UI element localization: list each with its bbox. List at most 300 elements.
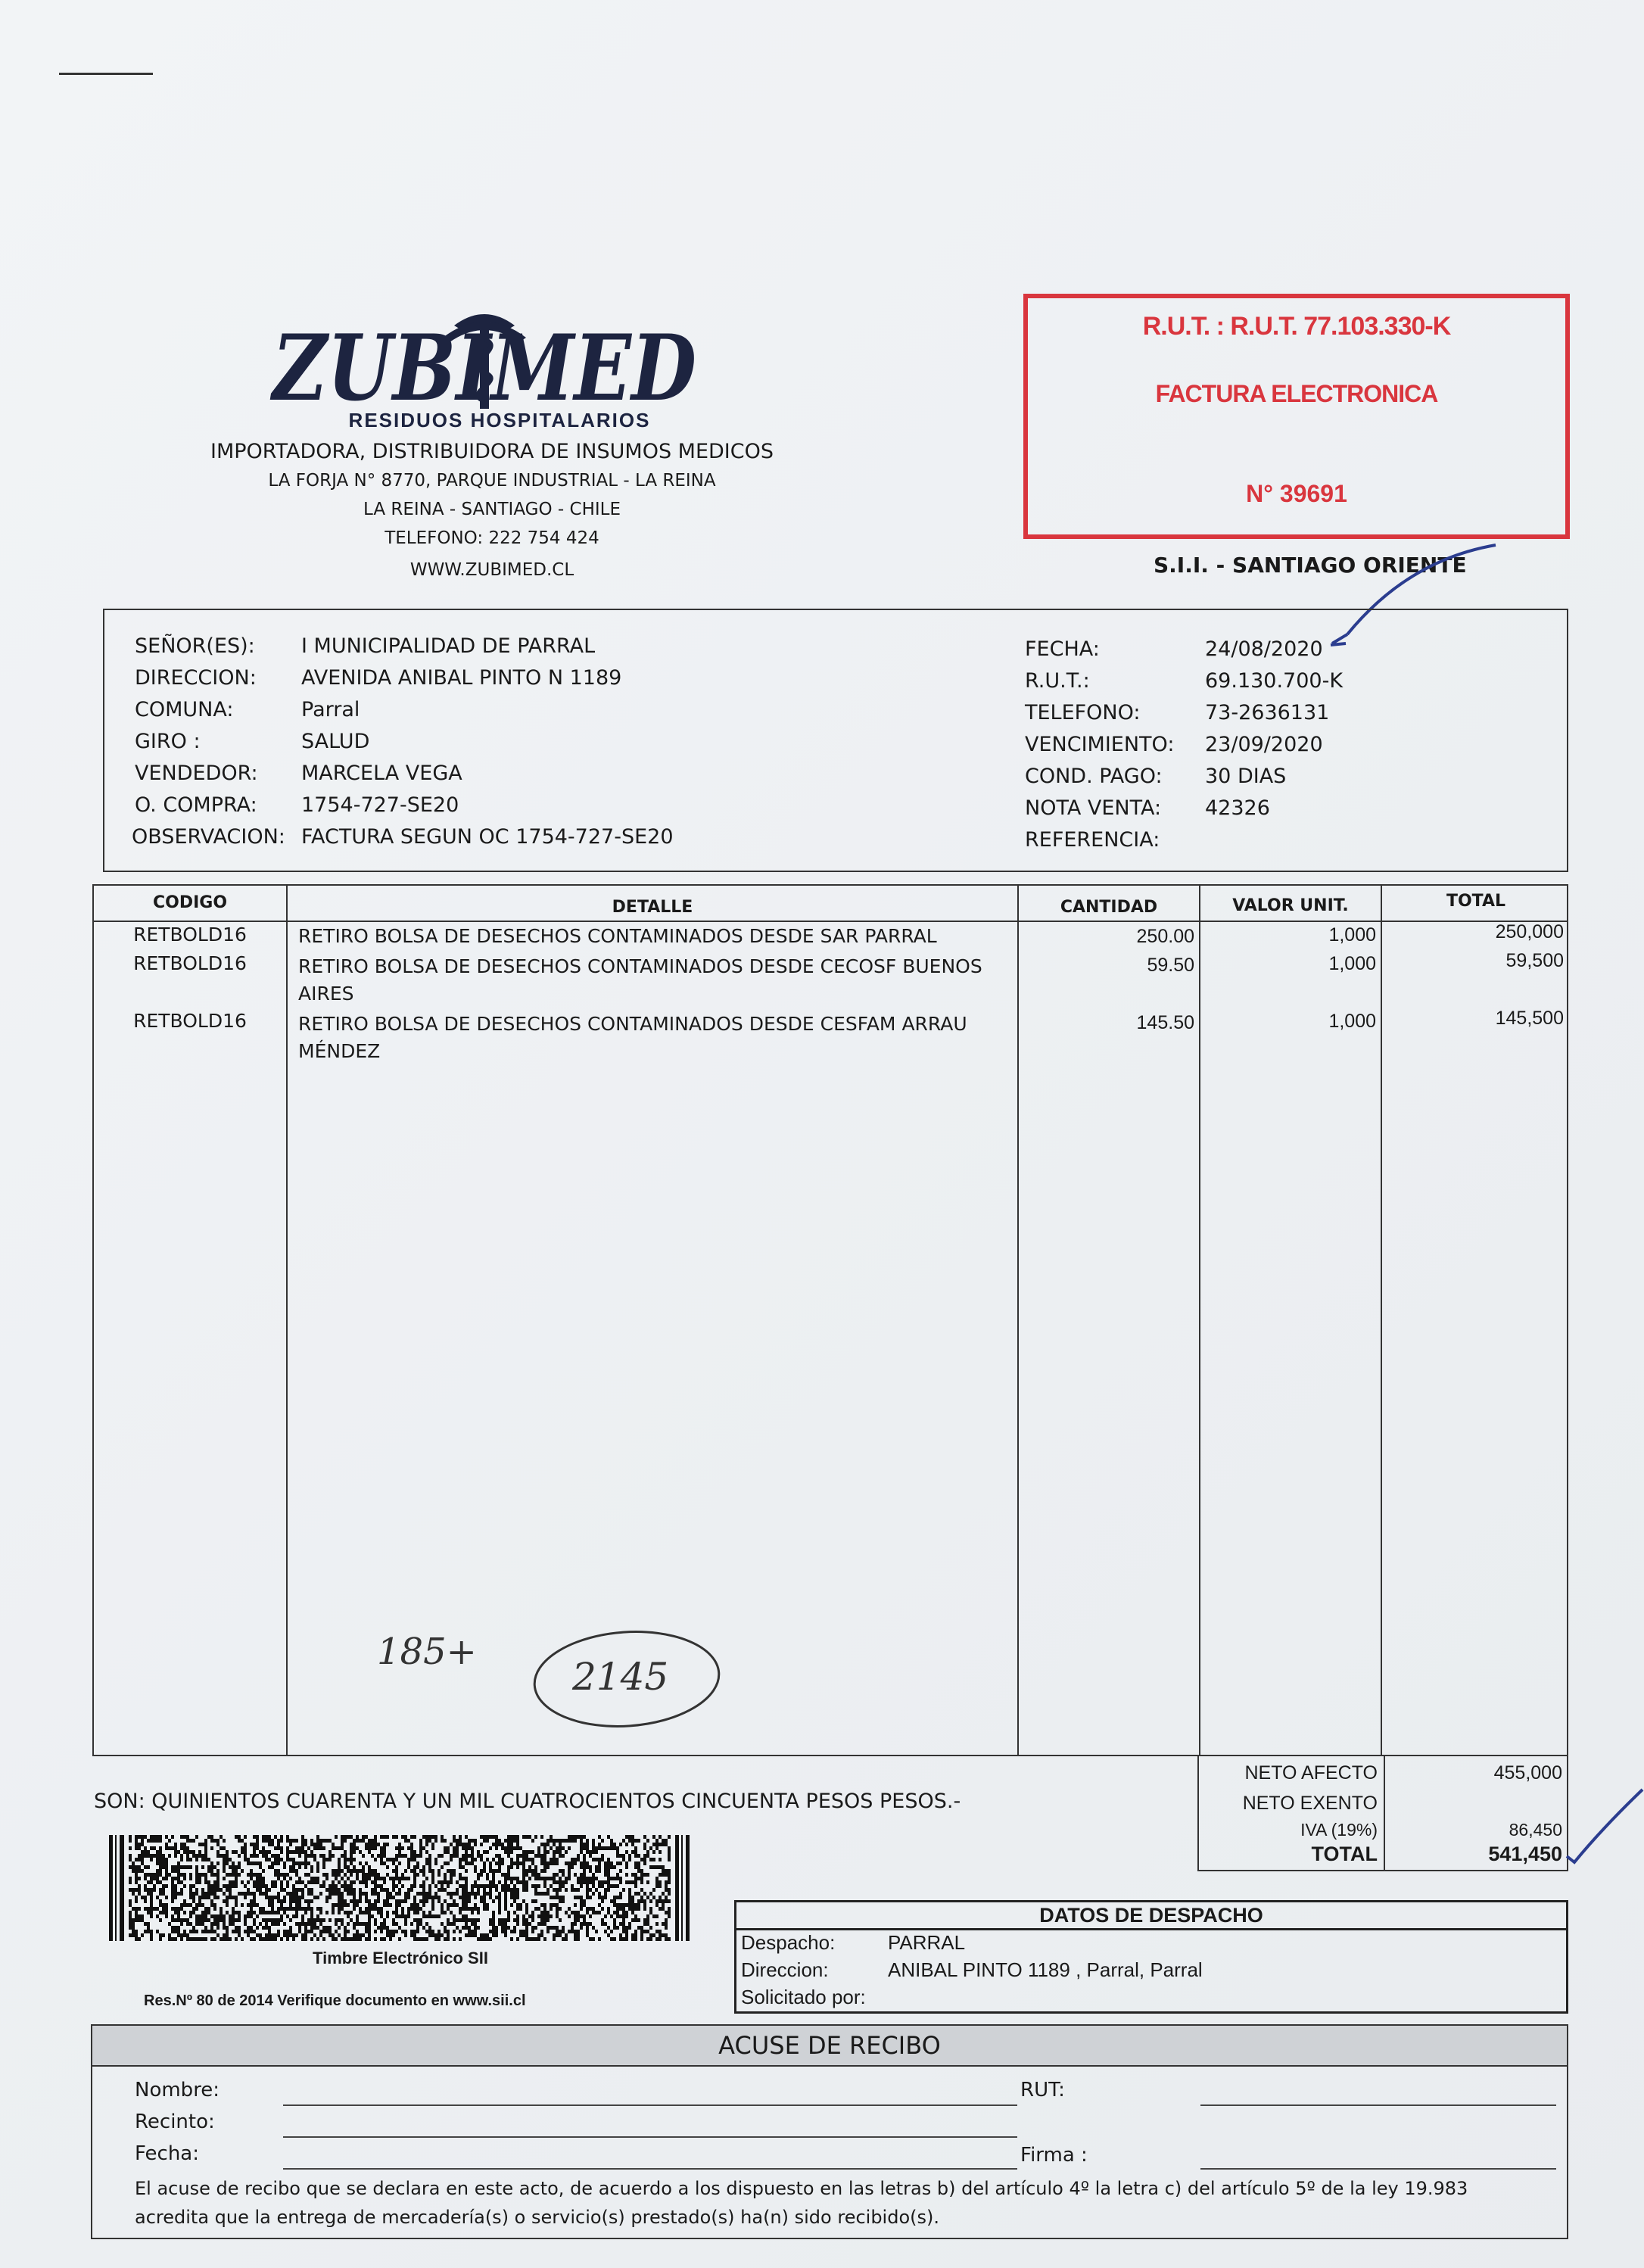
barcode-module <box>598 1884 601 1888</box>
barcode-module <box>359 1880 362 1884</box>
barcode-module <box>640 1937 643 1941</box>
barcode-module <box>516 1918 519 1922</box>
barcode-module <box>183 1918 186 1922</box>
barcode-module <box>177 1861 180 1865</box>
barcode-module <box>216 1914 220 1918</box>
barcode-module <box>201 1918 204 1922</box>
barcode-module <box>404 1899 407 1903</box>
barcode-module <box>365 1907 368 1911</box>
barcode-module <box>498 1918 501 1922</box>
barcode-module <box>462 1888 465 1892</box>
barcode-module <box>153 1907 156 1911</box>
barcode-module <box>565 1937 568 1941</box>
barcode-module <box>441 1888 444 1892</box>
barcode-module <box>226 1896 229 1899</box>
barcode-module <box>437 1933 441 1937</box>
barcode-module <box>631 1873 634 1877</box>
barcode-module <box>589 1869 592 1873</box>
barcode-module <box>622 1907 625 1911</box>
barcode-module <box>129 1918 132 1922</box>
barcode-module <box>226 1903 229 1907</box>
barcode-module <box>625 1930 628 1933</box>
barcode-module <box>150 1835 153 1839</box>
nombre-line[interactable] <box>283 2104 1017 2106</box>
fecha-line[interactable] <box>283 2168 1017 2170</box>
barcode-module <box>286 1892 289 1896</box>
barcode-module <box>522 1861 525 1865</box>
barcode-module <box>546 1914 550 1918</box>
scan-mark <box>59 73 153 75</box>
barcode-module <box>622 1926 625 1930</box>
barcode-module <box>398 1843 401 1846</box>
barcode-module <box>304 1843 307 1846</box>
barcode-module <box>416 1907 419 1911</box>
firma-line[interactable] <box>1200 2168 1556 2170</box>
barcode-module <box>232 1869 235 1873</box>
barcode-module <box>543 1937 546 1941</box>
barcode-module <box>132 1922 135 1926</box>
barcode-module <box>559 1843 562 1846</box>
barcode-module <box>292 1884 295 1888</box>
barcode-module <box>341 1896 344 1899</box>
barcode-module <box>531 1869 534 1873</box>
barcode-module <box>347 1835 350 1839</box>
barcode-module <box>462 1914 465 1918</box>
barcode-module <box>434 1933 437 1937</box>
barcode-module <box>192 1907 195 1911</box>
barcode-module <box>344 1854 347 1858</box>
barcode-module <box>416 1861 419 1865</box>
barcode-module <box>444 1880 447 1884</box>
barcode-module <box>489 1888 492 1892</box>
barcode-module <box>365 1911 368 1914</box>
barcode-module <box>604 1892 607 1896</box>
barcode-module <box>147 1873 150 1877</box>
barcode-module <box>634 1907 637 1911</box>
barcode-module <box>622 1854 625 1858</box>
barcode-module <box>338 1861 341 1865</box>
barcode-module <box>462 1918 465 1922</box>
barcode-module <box>162 1907 165 1911</box>
barcode-module <box>613 1937 616 1941</box>
barcode-module <box>204 1877 207 1880</box>
barcode-module <box>150 1914 153 1918</box>
barcode-module <box>350 1888 353 1892</box>
barcode-module <box>262 1877 265 1880</box>
barcode-module <box>407 1877 410 1880</box>
barcode-module <box>368 1873 371 1877</box>
barcode-module <box>129 1914 132 1918</box>
barcode-module <box>156 1854 159 1858</box>
barcode-module <box>341 1899 344 1903</box>
barcode-module <box>598 1835 601 1839</box>
barcode-module <box>304 1854 307 1858</box>
barcode-module <box>610 1843 613 1846</box>
barcode-module <box>210 1888 213 1892</box>
barcode-module <box>365 1896 368 1899</box>
barcode-module <box>195 1877 198 1880</box>
barcode-module <box>256 1839 259 1843</box>
barcode-module <box>147 1911 150 1914</box>
barcode-module <box>235 1884 238 1888</box>
barcode-module <box>289 1930 292 1933</box>
barcode-module <box>365 1873 368 1877</box>
barcode-module <box>556 1873 559 1877</box>
barcode-module <box>583 1865 586 1869</box>
barcode-module <box>643 1854 646 1858</box>
barcode-module <box>289 1896 292 1899</box>
barcode-module <box>410 1846 413 1850</box>
barcode-module <box>226 1873 229 1877</box>
barcode-module <box>625 1850 628 1854</box>
barcode-module <box>201 1930 204 1933</box>
barcode-module <box>628 1896 631 1899</box>
barcode-module <box>577 1914 580 1918</box>
barcode-module <box>356 1873 359 1877</box>
barcode-module <box>492 1869 495 1873</box>
barcode-module <box>165 1858 168 1861</box>
barcode-module <box>559 1899 562 1903</box>
barcode-module <box>662 1899 665 1903</box>
barcode-module <box>450 1880 453 1884</box>
barcode-module <box>232 1880 235 1884</box>
barcode-module <box>168 1922 171 1926</box>
barcode-module <box>316 1843 319 1846</box>
barcode-module <box>353 1926 356 1930</box>
barcode-module <box>659 1933 662 1937</box>
barcode-module <box>356 1869 359 1873</box>
barcode-module <box>141 1918 144 1922</box>
barcode-module <box>319 1846 322 1850</box>
barcode-module <box>428 1865 431 1869</box>
barcode-module <box>247 1873 250 1877</box>
barcode-module <box>359 1839 362 1843</box>
barcode-module <box>516 1914 519 1918</box>
barcode-module <box>619 1854 622 1858</box>
barcode-module <box>186 1937 189 1941</box>
barcode-module <box>507 1839 510 1843</box>
barcode-module <box>507 1843 510 1846</box>
barcode-module <box>135 1839 138 1843</box>
barcode-module <box>310 1926 313 1930</box>
barcode-module <box>368 1877 371 1880</box>
barcode-module <box>171 1930 174 1933</box>
barcode-module <box>610 1865 613 1869</box>
barcode-module <box>459 1877 462 1880</box>
barcode-module <box>480 1854 483 1858</box>
barcode-module <box>180 1918 183 1922</box>
barcode-module <box>507 1884 510 1888</box>
barcode-module <box>607 1926 610 1930</box>
barcode-module <box>444 1899 447 1903</box>
barcode-module <box>238 1926 241 1930</box>
barcode-module <box>201 1858 204 1861</box>
barcode-module <box>428 1888 431 1892</box>
barcode-module <box>550 1846 553 1850</box>
barcode-module <box>628 1892 631 1896</box>
barcode-module <box>631 1835 634 1839</box>
barcode-module <box>607 1877 610 1880</box>
barcode-module <box>301 1839 304 1843</box>
direccion-value: ANIBAL PINTO 1189 , Parral, Parral <box>888 1958 1203 1981</box>
barcode-module <box>313 1854 316 1858</box>
barcode-module <box>365 1892 368 1896</box>
barcode-module <box>377 1884 380 1888</box>
barcode-module <box>229 1888 232 1892</box>
barcode-module <box>513 1835 516 1839</box>
barcode-module <box>250 1937 253 1941</box>
barcode-module <box>174 1865 177 1869</box>
barcode-module <box>250 1930 253 1933</box>
barcode-module <box>271 1918 274 1922</box>
barcode-module <box>628 1903 631 1907</box>
barcode-module <box>516 1843 519 1846</box>
barcode-module <box>562 1899 565 1903</box>
barcode-module <box>232 1896 235 1899</box>
barcode-module <box>123 1835 124 1941</box>
barcode-module <box>465 1933 468 1937</box>
barcode-module <box>226 1930 229 1933</box>
barcode-module <box>304 1926 307 1930</box>
barcode-module <box>531 1850 534 1854</box>
barcode-module <box>328 1892 332 1896</box>
barcode-module <box>462 1865 465 1869</box>
barcode-module <box>301 1850 304 1854</box>
barcode-module <box>568 1877 571 1880</box>
barcode-module <box>132 1933 135 1937</box>
barcode-module <box>310 1922 313 1926</box>
barcode-module <box>604 1930 607 1933</box>
barcode-module <box>132 1926 135 1930</box>
barcode-module <box>386 1903 389 1907</box>
barcode-module <box>525 1858 528 1861</box>
barcode-module <box>604 1880 607 1884</box>
barcode-module <box>404 1918 407 1922</box>
barcode-module <box>404 1922 407 1926</box>
barcode-module <box>631 1880 634 1884</box>
barcode-module <box>247 1933 250 1937</box>
barcode-module <box>338 1911 341 1914</box>
barcode-module <box>486 1835 489 1839</box>
barcode-module <box>540 1918 543 1922</box>
barcode-module <box>183 1835 186 1839</box>
barcode-module <box>274 1937 277 1941</box>
despacho-value: PARRAL <box>888 1931 966 1954</box>
barcode-module <box>431 1835 434 1839</box>
barcode-module <box>192 1839 195 1843</box>
barcode-module <box>235 1911 238 1914</box>
barcode-module <box>189 1888 192 1892</box>
barcode-module <box>277 1892 280 1896</box>
barcode-module <box>207 1869 210 1873</box>
barcode-module <box>344 1861 347 1865</box>
barcode-module <box>652 1914 655 1918</box>
barcode-module <box>383 1937 386 1941</box>
barcode-module <box>362 1839 365 1843</box>
barcode-module <box>655 1899 659 1903</box>
barcode-module <box>483 1865 486 1869</box>
barcode-module <box>129 1911 132 1914</box>
barcode-module <box>268 1937 271 1941</box>
barcode-module <box>407 1888 410 1892</box>
barcode-module <box>144 1930 147 1933</box>
barcode-module <box>310 1839 313 1843</box>
barcode-module <box>504 1930 507 1933</box>
barcode-module <box>386 1899 389 1903</box>
barcode-module <box>643 1873 646 1877</box>
barcode-module <box>304 1930 307 1933</box>
barcode-module <box>483 1896 486 1899</box>
barcode-module <box>265 1911 268 1914</box>
barcode-module <box>462 1899 465 1903</box>
barcode-module <box>344 1937 347 1941</box>
barcode-module <box>468 1861 471 1865</box>
barcode-module <box>325 1899 328 1903</box>
barcode-module <box>492 1918 495 1922</box>
barcode-module <box>483 1839 486 1843</box>
barcode-module <box>204 1930 207 1933</box>
barcode-module <box>274 1922 277 1926</box>
barcode-module <box>595 1850 598 1854</box>
barcode-module <box>295 1880 298 1884</box>
barcode-module <box>407 1839 410 1843</box>
barcode-module <box>550 1903 553 1907</box>
recinto-line[interactable] <box>283 2136 1017 2138</box>
rut-line[interactable] <box>1200 2104 1556 2106</box>
barcode-module <box>341 1854 344 1858</box>
barcode-module <box>298 1888 301 1892</box>
barcode-module <box>186 1835 189 1839</box>
barcode-module <box>271 1899 274 1903</box>
barcode-module <box>589 1850 592 1854</box>
barcode-module <box>159 1903 162 1907</box>
column-divider <box>286 886 288 1755</box>
barcode-module <box>592 1877 595 1880</box>
barcode-module <box>601 1854 604 1858</box>
barcode-module <box>486 1892 489 1896</box>
barcode-module <box>313 1926 316 1930</box>
rut-number: R.U.T. : R.U.T. 77.103.330-K <box>1142 312 1451 341</box>
barcode-module <box>374 1888 377 1892</box>
barcode-module <box>422 1884 425 1888</box>
barcode-module <box>519 1854 522 1858</box>
barcode-module <box>634 1839 637 1843</box>
barcode-module <box>465 1903 468 1907</box>
barcode-module <box>498 1858 501 1861</box>
barcode-module <box>553 1858 556 1861</box>
barcode-module <box>189 1911 192 1914</box>
barcode-module <box>437 1873 441 1877</box>
barcode-module <box>235 1869 238 1873</box>
row-unit-price: 1,000 <box>1328 1011 1376 1032</box>
barcode-module <box>235 1918 238 1922</box>
barcode-module <box>213 1937 216 1941</box>
barcode-module <box>450 1843 453 1846</box>
barcode-module <box>374 1846 377 1850</box>
barcode-module <box>686 1835 690 1941</box>
barcode-module <box>553 1888 556 1892</box>
barcode-module <box>377 1873 380 1877</box>
barcode-module <box>392 1896 395 1899</box>
barcode-module <box>483 1850 486 1854</box>
barcode-module <box>325 1896 328 1899</box>
barcode-module <box>410 1903 413 1907</box>
barcode-module <box>513 1911 516 1914</box>
field-label: COMUNA: <box>135 698 234 721</box>
barcode-module <box>580 1926 583 1930</box>
barcode-module <box>419 1854 422 1858</box>
barcode-module <box>204 1873 207 1877</box>
barcode-module <box>283 1861 286 1865</box>
barcode-module <box>174 1884 177 1888</box>
barcode-module <box>468 1933 471 1937</box>
barcode-module <box>568 1839 571 1843</box>
barcode-module <box>659 1873 662 1877</box>
barcode-module <box>368 1843 371 1846</box>
barcode-module <box>286 1937 289 1941</box>
barcode-module <box>180 1846 183 1850</box>
barcode-module <box>556 1914 559 1918</box>
barcode-module <box>425 1850 428 1854</box>
barcode-module <box>189 1839 192 1843</box>
barcode-module <box>301 1835 304 1839</box>
barcode-module <box>213 1918 216 1922</box>
barcode-module <box>531 1858 534 1861</box>
barcode-module <box>268 1858 271 1861</box>
barcode-module <box>516 1907 519 1911</box>
barcode-module <box>174 1877 177 1880</box>
barcode-module <box>459 1843 462 1846</box>
barcode-module <box>604 1888 607 1892</box>
barcode-module <box>277 1839 280 1843</box>
barcode-module <box>316 1869 319 1873</box>
barcode-module <box>356 1930 359 1933</box>
barcode-module <box>150 1846 153 1850</box>
barcode-module <box>220 1914 223 1918</box>
barcode-module <box>362 1869 365 1873</box>
barcode-module <box>537 1854 540 1858</box>
barcode-module <box>226 1861 229 1865</box>
barcode-module <box>204 1896 207 1899</box>
barcode-module <box>668 1937 671 1941</box>
barcode-module <box>413 1930 416 1933</box>
barcode-module <box>668 1850 671 1854</box>
barcode-module <box>668 1846 671 1850</box>
barcode-module <box>441 1922 444 1926</box>
barcode-module <box>259 1892 262 1896</box>
barcode-module <box>186 1854 189 1858</box>
barcode-module <box>583 1846 586 1850</box>
barcode-module <box>604 1865 607 1869</box>
barcode-module <box>241 1839 244 1843</box>
barcode-module <box>462 1884 465 1888</box>
barcode-module <box>640 1926 643 1930</box>
barcode-module <box>652 1835 655 1839</box>
barcode-module <box>159 1892 162 1896</box>
barcode-module <box>150 1839 153 1843</box>
barcode-module <box>207 1911 210 1914</box>
barcode-module <box>401 1914 404 1918</box>
barcode-module <box>371 1869 374 1873</box>
barcode-module <box>637 1877 640 1880</box>
barcode-module <box>495 1896 498 1899</box>
barcode-module <box>138 1846 141 1850</box>
barcode-module <box>180 1865 183 1869</box>
barcode-module <box>129 1926 132 1930</box>
barcode-module <box>374 1835 377 1839</box>
barcode-module <box>298 1907 301 1911</box>
barcode-module <box>310 1918 313 1922</box>
